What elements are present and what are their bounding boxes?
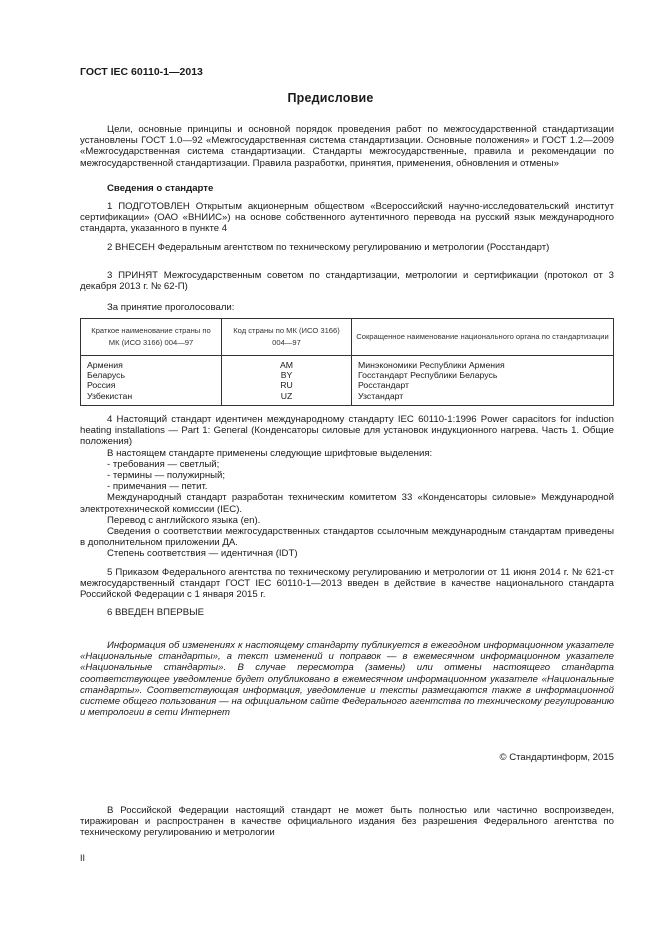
legal-notice: В Российской Федерации настоящий стандарт не может быть полностью или частично воспроизведен, тиражирован и распространен в качестве официального издания без разрешения Федерального агентства по техническому регулированию и метрологии [80,805,614,839]
font-notes: - примечания — петит. [107,481,208,493]
voted-label: За принятие проголосовали: [107,302,235,313]
cell-country: Узбекистан [81,391,222,406]
table-row [81,356,614,371]
fonts-intro: В настоящем стандарте применены следующие шрифтовые выделения: [107,447,433,459]
font-requirements: - требования — светлый; [107,458,220,470]
cell-body: Госстандарт Республики Беларусь [352,370,614,380]
item-5-order: 5 Приказом Федерального агентства по техническому регулированию и метрологии от 11 июня 2014 г. № 621-ст межгосударственный стандарт ГОСТ IEC 60110-1—2013 введен в действие в качестве национального стандарта Российской Федерации с 1 января 2015 г. [80,567,614,601]
cell-country: Беларусь [81,370,222,380]
cell-body: Узстандарт [352,391,614,406]
header-national-body: Сокращенное наименование национального органа по стандартизации [352,319,614,356]
cell-body: Минэкономики Республики Армения [352,356,614,371]
cell-code: BY [222,370,352,380]
item-3-adopted: 3 ПРИНЯТ Межгосударственным советом по стандартизации, метрологии и сертификации (протокол от 3 декабря 2013 г. № 62-П) [80,270,614,293]
degree-of-conformity: Степень соответствия — идентичная (IDT) [107,548,298,560]
page-title: Предисловие [287,91,374,105]
voting-table [80,318,614,406]
page-number: II [80,853,86,863]
table-header-row [81,319,614,356]
cell-code: UZ [222,391,352,406]
item-2-submitted: 2 ВНЕСЕН Федеральным агентством по техническому регулированию и метрологии (Росстандарт) [107,242,550,253]
document-code: ГОСТ IEC 60110-1—2013 [80,66,203,78]
cell-body: Росстандарт [352,380,614,390]
item-4-block [80,414,614,560]
table-row [81,370,614,380]
cell-code: RU [222,380,352,390]
references-note: Сведения о соответствии межгосударственных стандартов ссылочным международным стандартам приведены в дополнительном приложении ДА. [80,526,614,549]
intro-paragraph: Цели, основные принципы и основной порядок проведения работ по межгосударственной стандартизации установлены ГОСТ 1.0—92 «Межгосударственная система стандартизации. Основные положения» и ГОСТ 1.2—2009 «Межгосударственная система стандартизации. Стандарты межгосударственные, правила и рекомендации по межгосударственной стандартизации. Правила разработки, принятия, применения, обновления и отмены» [80,124,614,169]
cell-code: AM [222,356,352,371]
header-country-code: Код страны по МК (ИСО 3166) 004—97 [222,319,352,356]
header-country-name: Краткое наименование страны по МК (ИСО 3166) 004—97 [81,319,222,356]
developed-by: Международный стандарт разработан техническим комитетом 33 «Конденсаторы силовые» Международной электротехнической комиссии (IEC). [80,492,614,515]
cell-country: Армения [81,356,222,371]
item-6-introduced: 6 ВВЕДЕН ВПЕРВЫЕ [107,607,205,618]
item-4-identical: 4 Настоящий стандарт идентичен международному стандарту IEC 60110-1:1996 Power capacitors for induction heating installations — Part 1: General (Конденсаторы силовые для установок индукционного нагрева. Часть 1. Общие положения) [80,414,614,448]
item-1-prepared: 1 ПОДГОТОВЛЕН Открытым акционерным обществом «Всероссийский научно-исследовательский институт сертификации» (ОАО «ВНИИС») на основе собственного аутентичного перевода на русский язык международного стандарта, указанного в пункте 4 [80,201,614,235]
table-row [81,391,614,406]
table-row [81,380,614,390]
changes-notice: Информация об изменениях к настоящему стандарту публикуется в ежегодном информационном указателе «Национальные стандарты», а текст изменений и поправок — в ежемесячном информационном указателе «Национальные стандарты». В случае пересмотра (замены) или отмены настоящего стандарта соответствующее уведомление будет опубликовано в ежемесячном информационном указателе «Национальные стандарты». Соответствующая информация, уведомление и тексты размещаются также в информационной системе общего пользования — на официальном сайте Федерального агентства по техническому регулированию и метрологии в сети Интернет [80,640,614,719]
info-heading: Сведения о стандарте [107,183,214,194]
font-terms: - термины — полужирный; [107,470,226,482]
translation-note: Перевод с английского языка (en). [107,514,261,526]
cell-country: Россия [81,380,222,390]
copyright: © Стандартинформ, 2015 [499,752,614,763]
